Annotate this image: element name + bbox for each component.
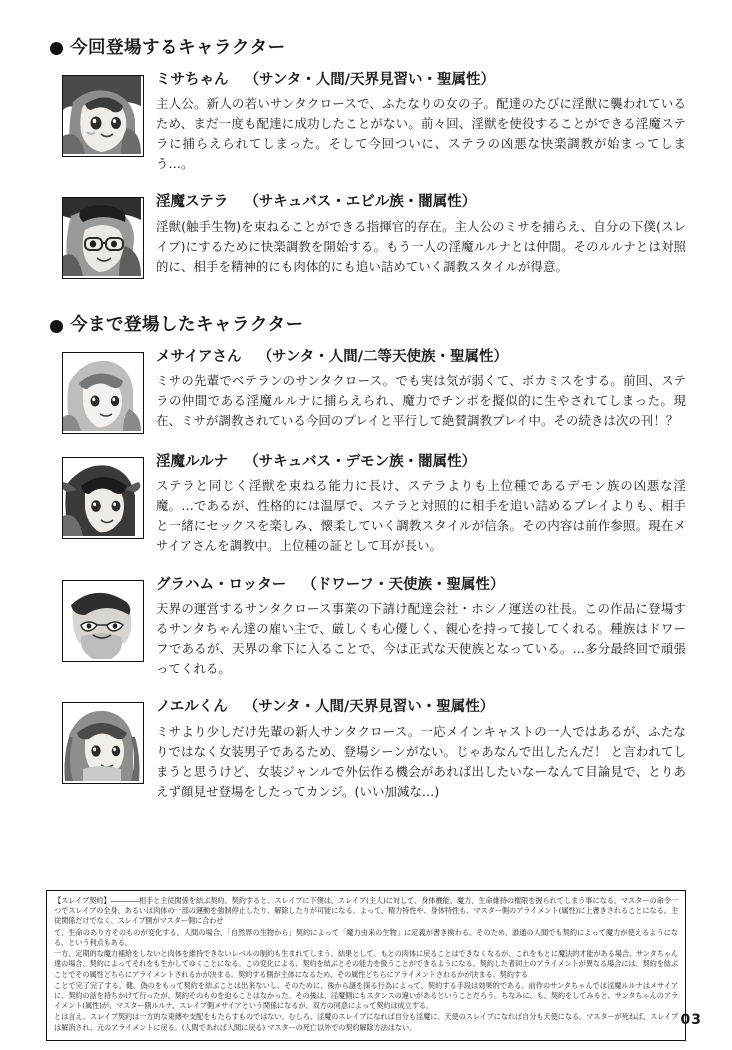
character-tag: （サンタ・人間/天界見習い・聖属性） [243, 699, 495, 716]
character-tag: （サキュバス・エビル族・闇属性） [244, 194, 477, 211]
character-entry [46, 699, 686, 802]
character-name-line [156, 577, 686, 594]
character-entry [46, 454, 686, 557]
footnote-line: 一方、定期的な魔力補給をしないと肉体を維持できないレベルの制約も生まれてしまう。結果として、もとの肉体に戻ることはできなくなるが、これをもとに魔法的才能がある場合、サンタちゃん達の場合、契約によってそれをも生かしてゆくことになる。この変化による、契約を結ぶとその能力を扱うことができるようになる。契約した者同士のアライメントが異なる場合には、契約を結ぶことでその属性どちらにアライメントされるかが決まる。契約する側が主体になるため、その属性どちらにアライメントされるかが決まる。契約する [54, 949, 678, 979]
bullet-icon [50, 320, 63, 333]
portrait-art [63, 353, 141, 431]
portrait-art [63, 76, 141, 154]
character-name-line [156, 194, 686, 211]
page-number: 03 [680, 1012, 702, 1028]
section-heading [50, 317, 686, 335]
character-portrait-misa [62, 75, 144, 157]
character-entry [46, 72, 686, 175]
character-description: ステラと同じく淫獣を束ねる能力に長け、ステラよりも上位種であるデモン族の凶悪な淫魔。…であるが、性格的には温厚で、ステラと対照的に相手を追い詰めるプレイよりも、相手と一緒にセックスを楽しみ、懐柔していく調教スタイルが信条。その内容は前作参照。現在メサイアさんを調教中。上位種の証として耳が長い。 [156, 478, 686, 554]
character-description: 主人公。新人の若いサンタクロースで、ふたなりの女の子。配達のたびに淫獣に襲われているため、まだ一度も配達に成功したことがない。前々回、淫獣を使役することができる淫魔ステラに捕らえられてしまった。そして今回ついに、ステラの凶悪な快楽調教が始まってしまう…。 [156, 95, 686, 172]
footnote-line: て、生命のあり方そのものが変化する。人間の場合、「自然界の生物から」契約によって「魔力由来の生物」に定義が書き換わる。そのため、誰通の人間でも契約によって魔力が使えるようになる、という利点もある。 [54, 927, 678, 947]
character-tag: （サンタ・人間/二等天使族・聖属性） [257, 348, 509, 365]
character-portrait-messiah [62, 352, 144, 434]
character-name: ミサちゃん [156, 71, 229, 88]
portrait-art [63, 703, 141, 781]
character-text [156, 194, 686, 279]
portrait-art [63, 458, 141, 536]
character-portrait-graham [62, 580, 144, 662]
character-tag: （ドワーフ・天使族・聖属性） [302, 576, 505, 593]
section-past-characters [46, 317, 686, 802]
section-heading [50, 40, 686, 58]
section-new-characters [46, 40, 686, 279]
character-portrait-noel [62, 702, 144, 784]
character-name: ノエルくん [156, 699, 228, 716]
portrait-art [63, 198, 141, 276]
character-description: 天界の運営するサンタクロース事業の下請け配達会社・ホシノ運送の社長。この作品に登場するサンタちゃん達の雇い主で、厳しくも心優しく、親心を持って接してくれる。種族はドワーフであるが、天界の傘下に入ることで、今は正式な天使族となっている。…多分最終回で頑張ってくれる。 [156, 600, 686, 677]
character-name: メサイアさん [156, 348, 242, 365]
character-description: ミサの先輩でベテランのサンタクロース。でも実は気が弱くて、ボカミスをする。前回、ステラの仲間である淫魔ルルナに捕らえられ、魔力でチンポを擬似的に生やされてしまった。現在、ミサが調教されている今回のプレイと平行して絶賛調教プレイ中。その続きは次の刊！？ [156, 373, 686, 429]
character-text [156, 72, 686, 175]
portrait-art [63, 581, 141, 659]
character-name-line [156, 72, 686, 89]
character-name-line [156, 699, 686, 716]
section-title: 今まで登場したキャラクター [70, 315, 304, 336]
character-text [156, 349, 686, 434]
footnote-line: 【スレイブ契約】――――相手と主従関係を結ぶ契約。契約すると、スレイブに下僕は、スレイブ(主人)に対して、身体機能、魔力、生命維持の権限を握られてしまう事になる。マスターの命令一つでスレイブの全身、あるいは肉体の一部の運動を強制停止したり、解除したりが可能になる。よって、精力特性や、身体特性も、マスター側のアライメント(属性)に上書きされることになる。主従関係だけでなく、スレイブ側がマスター側に合わせ [54, 896, 678, 926]
bullet-icon [50, 42, 63, 55]
character-portrait-stella [62, 197, 144, 279]
character-text [156, 577, 686, 680]
character-entry [46, 577, 686, 680]
section-title: 今回登場するキャラクター [70, 38, 286, 58]
character-name-line [156, 454, 686, 471]
character-name: 淫魔ステラ [156, 194, 229, 211]
character-name: 淫魔ルルナ [156, 453, 229, 470]
character-entry [46, 194, 686, 279]
footnote-line: とは言え、スレイブ契約は一方的な束縛や支配をもたらすものではない。むしろ、淫魔のスレイブになれば自分も淫魔に、天使のスレイブになれば自分も天使になる。マスターが死ねば、スレイブは解消され、元のアライメントに戻る。(人間であれば人間に戻る) マスターの死亡以外での契約解除方法はない。 [54, 1012, 678, 1032]
character-description: 淫獣(触手生物)を束ねることができる指揮官的存在。主人公のミサを捕らえ、自分の下僕(スレイブ)にするために快楽調教を開始する。もう一人の淫魔ルルナとは仲間。そのルルナとは対照的に、相手を精神的にも肉体的にも追い詰めていく調教スタイルが得意。 [156, 218, 686, 274]
footnote-box [46, 890, 686, 1041]
character-text [156, 454, 686, 557]
character-description: ミサより少しだけ先輩の新人サンタクロース。一応メインキャストの一人ではあるが、ふたなりではなく女装男子であるため、登場シーンがない。じゃあなんで出したんだ！ と言われてしまうと思うけど、女装ジャンルで外伝作る機会があれば出したいなーなんて目論見で、とりあえず顔見せ登場をしたってカンジ。(いい加減な…) [156, 723, 686, 799]
character-text [156, 699, 686, 802]
character-name-line [156, 349, 686, 366]
character-tag: （サキュバス・デモン族・闇属性） [244, 453, 477, 470]
footnote-line: ことで完了完了する。健、偽のをもって契約を結ぶことは出来ないし、そのために、後から謎を探る行為によって、契約する手段は効果的である。前作のサンタちゃんでは淫魔ルルナはメサイアに、契約の話を持ちかけて行ったが、契約そのものを迫ることはなかった。その後は、淫魔側にもスタンスの違いがあるということだろう。ちなみに、も、契約をしてみると、サンタちゃんのアライメント(属性)が、マスター側ルルナ、スレイブ側メサイアという関係になるが、双方の同意によって契約は成立する。 [54, 980, 678, 1011]
character-portrait-luruna [62, 457, 144, 539]
character-tag: （サンタ・人間/天界見習い・聖属性） [244, 71, 495, 88]
character-entry [46, 349, 686, 434]
character-name: グラハム・ロッター [156, 576, 287, 593]
